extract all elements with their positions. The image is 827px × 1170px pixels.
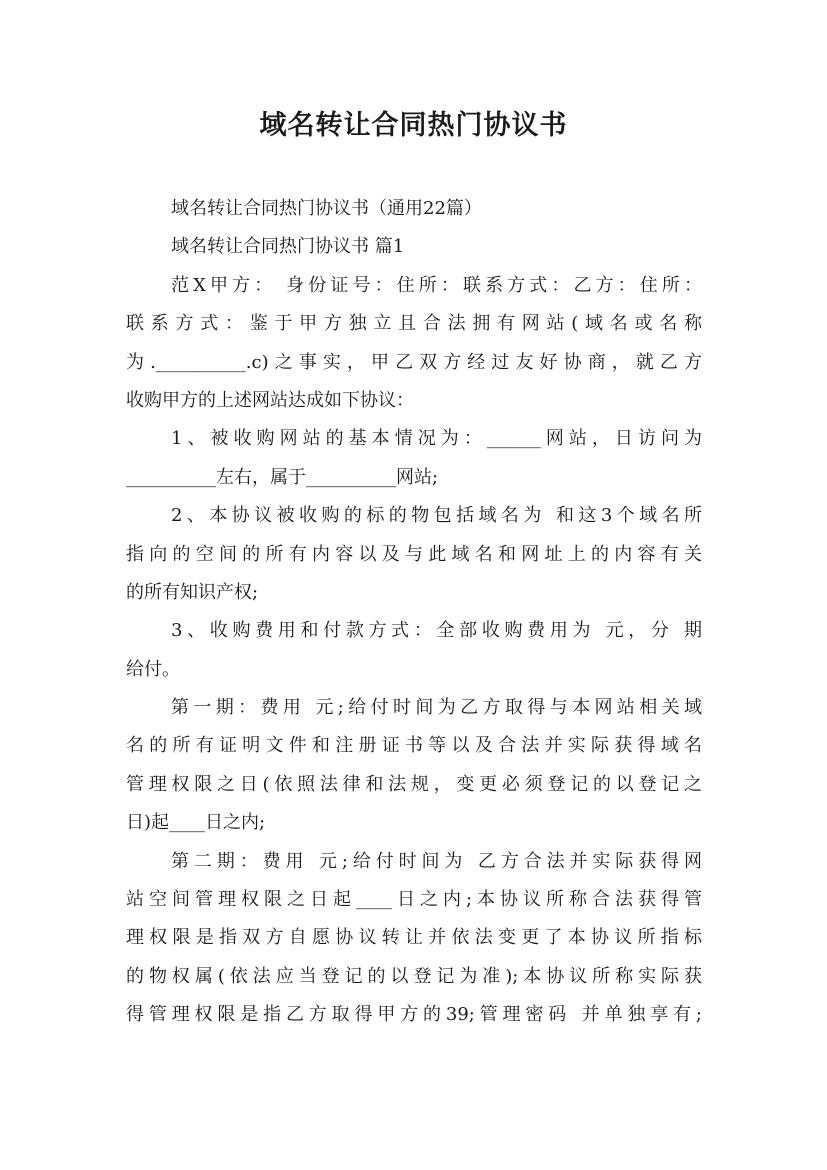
paragraph-line: 站空间管理权限之日起____日之内;本协议所称合法获得管 <box>126 889 702 911</box>
paragraph-line: 收购甲方的上述网站达成如下协议： <box>126 389 414 411</box>
paragraph-line: 的物权属(依法应当登记的以登记为准);本协议所称实际获 <box>126 965 702 987</box>
paragraph-line: 2、本协议被收购的标的物包括域名为 和这3个域名所 <box>171 505 702 527</box>
section-heading: 域名转让合同热门协议书 篇1 <box>171 236 405 258</box>
document-body <box>126 190 702 1035</box>
paragraph-line: 3、收购费用和付款方式：全部收购费用为 元，分 期 <box>171 620 702 642</box>
paragraph-line: 指向的空间的所有内容以及与此域名和网址上的内容有关 <box>126 543 702 565</box>
subtitle-line: 域名转让合同热门协议书（通用22篇） <box>171 198 482 219</box>
paragraph-line: 为.__________.c)之事实，甲乙双方经过友好协商，就乙方 <box>126 351 702 373</box>
paragraph-line: 1、被收购网站的基本情况为：______网站，日访问为 <box>171 428 702 450</box>
paragraph-line: 第一期：费用 元;给付时间为乙方取得与本网站相关域 <box>171 697 702 719</box>
paragraph-line: __________左右，属于__________网站; <box>126 466 439 488</box>
paragraph-line: 联系方式：鉴于甲方独立且合法拥有网站(域名或名称 <box>126 313 702 335</box>
paragraph-line: 日)起____日之内; <box>126 812 266 834</box>
paragraph-line: 名的所有证明文件和注册证书等以及合法并实际获得域名 <box>126 735 702 757</box>
paragraph-line: 理权限是指双方自愿协议转让并依法变更了本协议所指标 <box>126 927 702 949</box>
paragraph-line: 的所有知识产权; <box>126 581 259 603</box>
paragraph-line: 范X甲方： 身份证号：住所：联系方式：乙方：住所： <box>171 274 702 296</box>
paragraph-line: 管理权限之日(依照法律和法规，变更必须登记的以登记之 <box>126 773 702 795</box>
paragraph-line: 得管理权限是指乙方取得甲方的39;管理密码 并单独享有; <box>126 1004 702 1026</box>
page-title: 域名转让合同热门协议书 <box>259 110 568 141</box>
paragraph-line: 给付。 <box>126 658 180 680</box>
paragraph-line: 第二期：费用 元;给付时间为 乙方合法并实际获得网 <box>171 850 702 872</box>
